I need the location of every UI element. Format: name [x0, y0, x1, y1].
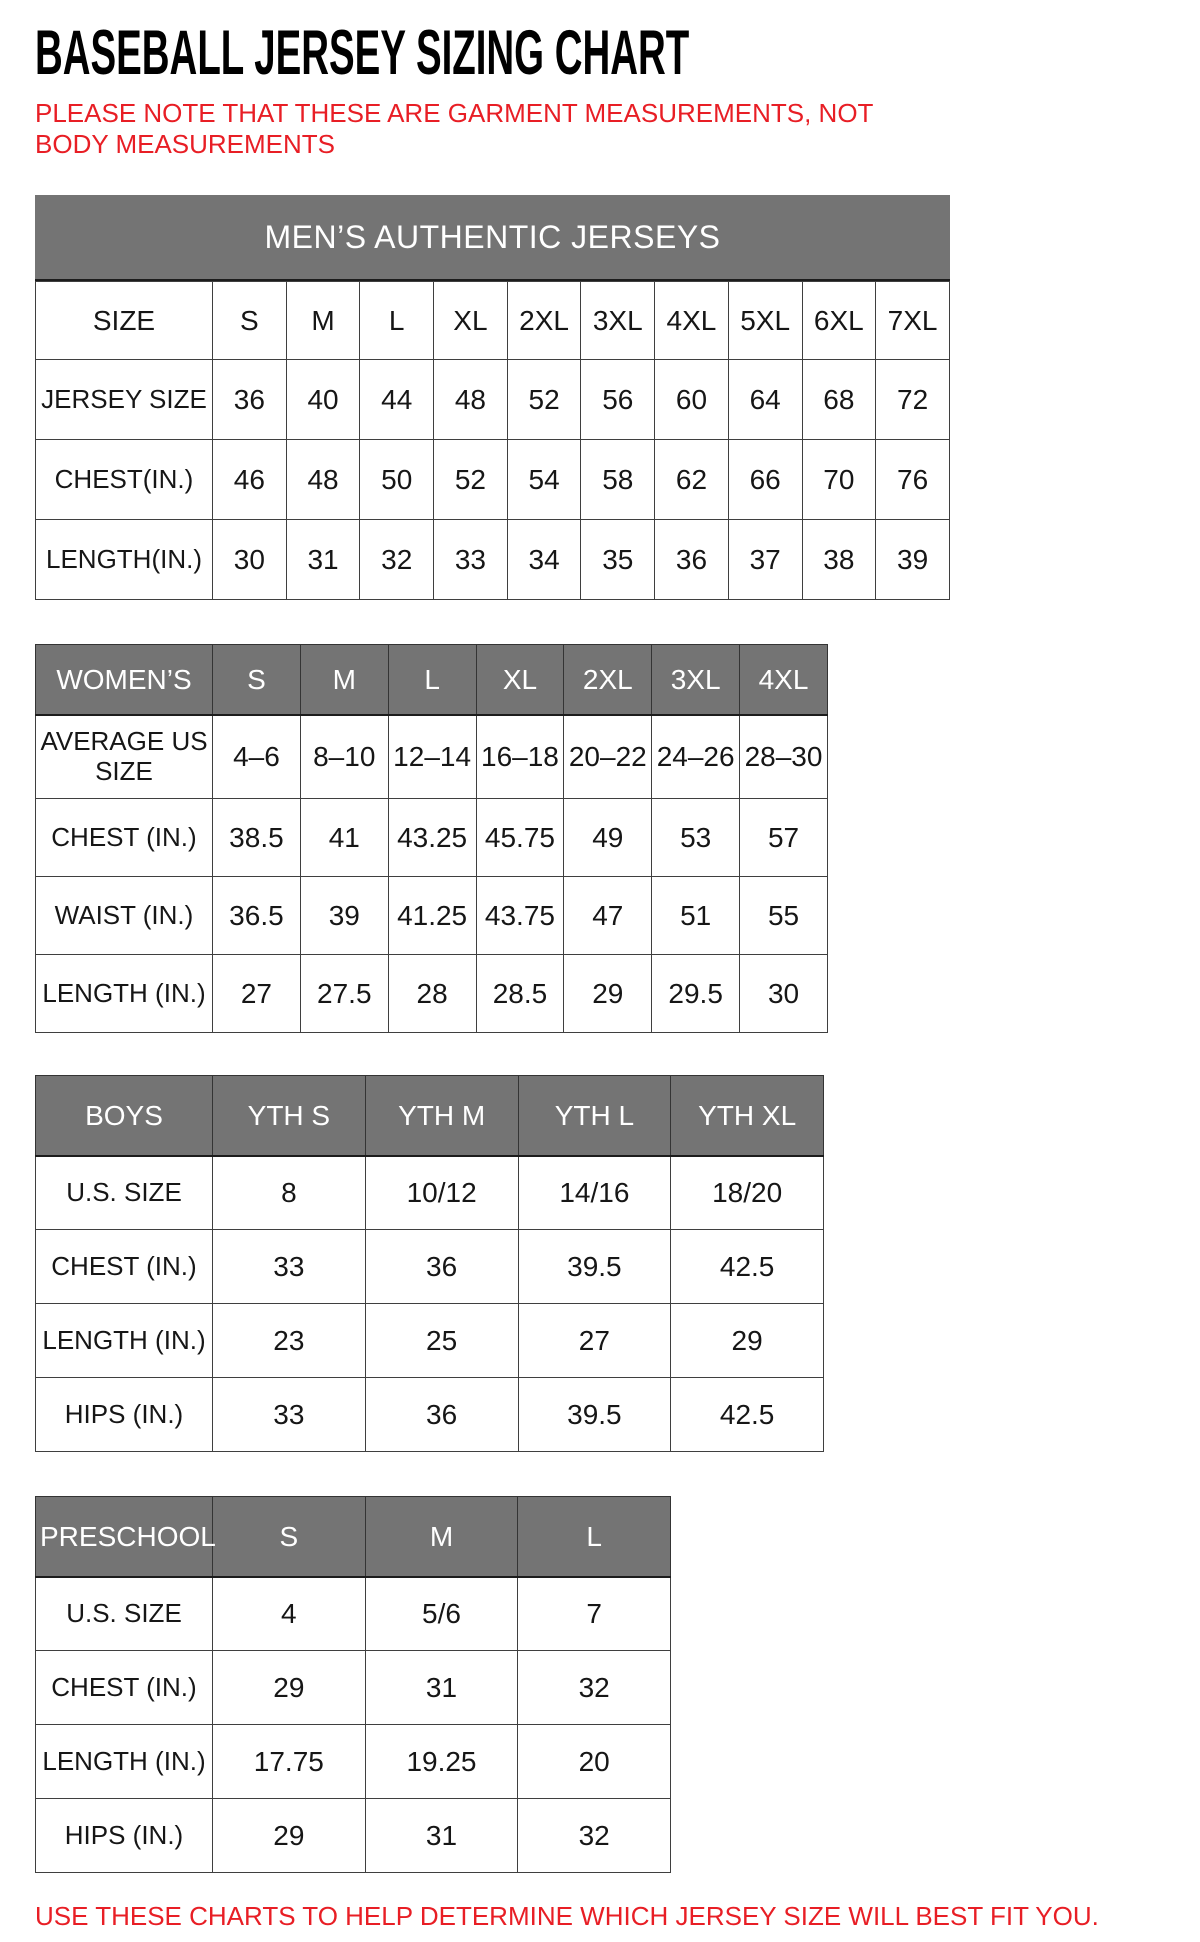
value-cell: 27 — [213, 955, 301, 1033]
row-label: CHEST (IN.) — [36, 1651, 213, 1725]
size-column-header: 3XL — [652, 645, 740, 715]
value-cell: 68 — [802, 360, 876, 440]
table-header-row — [36, 645, 828, 715]
row-label: HIPS (IN.) — [36, 1378, 213, 1452]
row-label: JERSEY SIZE — [36, 360, 213, 440]
row-label: LENGTH(IN.) — [36, 520, 213, 600]
value-cell: 41.25 — [388, 877, 476, 955]
table-row — [36, 1799, 671, 1873]
preschool-table — [35, 1496, 671, 1873]
value-cell: 29 — [564, 955, 652, 1033]
value-cell: 31 — [365, 1799, 518, 1873]
value-cell: 25 — [365, 1304, 518, 1378]
size-column-header: 3XL — [581, 282, 655, 360]
size-column-header: YTH XL — [671, 1076, 824, 1156]
row-label: U.S. SIZE — [36, 1156, 213, 1230]
value-cell: 46 — [213, 440, 287, 520]
value-cell: 60 — [655, 360, 729, 440]
value-cell: 43.25 — [388, 799, 476, 877]
value-cell: 36 — [655, 520, 729, 600]
womens-header-label: WOMEN’S — [36, 645, 213, 715]
table-row — [36, 1725, 671, 1799]
value-cell: 27.5 — [300, 955, 388, 1033]
value-cell: 33 — [213, 1378, 366, 1452]
value-cell: 48 — [286, 440, 360, 520]
size-column-header: 5XL — [728, 282, 802, 360]
row-label: CHEST (IN.) — [36, 799, 213, 877]
size-column-header: 2XL — [507, 282, 581, 360]
table-row — [36, 799, 828, 877]
value-cell: 56 — [581, 360, 655, 440]
size-column-header: YTH M — [365, 1076, 518, 1156]
size-column-header: YTH S — [213, 1076, 366, 1156]
table-header-row — [36, 282, 950, 360]
row-label: LENGTH (IN.) — [36, 1725, 213, 1799]
row-label: LENGTH (IN.) — [36, 1304, 213, 1378]
value-cell: 39.5 — [518, 1230, 671, 1304]
value-cell: 16–18 — [476, 715, 564, 799]
value-cell: 10/12 — [365, 1156, 518, 1230]
value-cell: 57 — [740, 799, 828, 877]
value-cell: 38.5 — [213, 799, 301, 877]
value-cell: 29 — [213, 1799, 366, 1873]
preschool-sizing-table — [35, 1496, 1200, 1873]
value-cell: 28–30 — [740, 715, 828, 799]
value-cell: 72 — [876, 360, 950, 440]
value-cell: 36 — [365, 1378, 518, 1452]
value-cell: 41 — [300, 799, 388, 877]
value-cell: 33 — [434, 520, 508, 600]
value-cell: 7 — [518, 1577, 671, 1651]
value-cell: 36 — [365, 1230, 518, 1304]
value-cell: 36 — [213, 360, 287, 440]
row-label: LENGTH (IN.) — [36, 955, 213, 1033]
value-cell: 42.5 — [671, 1230, 824, 1304]
size-column-header: L — [518, 1497, 671, 1577]
garment-measurement-note: PLEASE NOTE THAT THESE ARE GARMENT MEASUREMENTS, NOT BODY MEASUREMENTS — [35, 98, 873, 159]
value-cell: 29 — [671, 1304, 824, 1378]
mens-authentic-jerseys-table — [35, 195, 1200, 600]
value-cell: 55 — [740, 877, 828, 955]
row-label: WAIST (IN.) — [36, 877, 213, 955]
value-cell: 27 — [518, 1304, 671, 1378]
value-cell: 39 — [300, 877, 388, 955]
value-cell: 62 — [655, 440, 729, 520]
value-cell: 17.75 — [213, 1725, 366, 1799]
size-column-header: 4XL — [655, 282, 729, 360]
value-cell: 32 — [518, 1651, 671, 1725]
value-cell: 24–26 — [652, 715, 740, 799]
value-cell: 32 — [360, 520, 434, 600]
table-header-row — [36, 1076, 824, 1156]
value-cell: 52 — [434, 440, 508, 520]
table-row — [36, 440, 950, 520]
footer-note: USE THESE CHARTS TO HELP DETERMINE WHICH JERSEY SIZE WILL BEST FIT YOU. — [35, 1901, 1099, 1932]
value-cell: 58 — [581, 440, 655, 520]
row-label: HIPS (IN.) — [36, 1799, 213, 1873]
value-cell: 51 — [652, 877, 740, 955]
table-row — [36, 1230, 824, 1304]
value-cell: 76 — [876, 440, 950, 520]
value-cell: 54 — [507, 440, 581, 520]
value-cell: 8 — [213, 1156, 366, 1230]
preschool-header-label: PRESCHOOL — [36, 1497, 213, 1577]
size-column-header: XL — [476, 645, 564, 715]
size-column-header: YTH L — [518, 1076, 671, 1156]
value-cell: 45.75 — [476, 799, 564, 877]
table-row — [36, 1378, 824, 1452]
value-cell: 14/16 — [518, 1156, 671, 1230]
value-cell: 4 — [213, 1577, 366, 1651]
value-cell: 33 — [213, 1230, 366, 1304]
womens-sizing-table — [35, 644, 1200, 1033]
table-row — [36, 1156, 824, 1230]
value-cell: 38 — [802, 520, 876, 600]
value-cell: 30 — [740, 955, 828, 1033]
value-cell: 40 — [286, 360, 360, 440]
value-cell: 31 — [365, 1651, 518, 1725]
size-column-header: M — [365, 1497, 518, 1577]
value-cell: 36.5 — [213, 877, 301, 955]
value-cell: 42.5 — [671, 1378, 824, 1452]
value-cell: 20 — [518, 1725, 671, 1799]
value-cell: 50 — [360, 440, 434, 520]
size-column-header: L — [388, 645, 476, 715]
value-cell: 31 — [286, 520, 360, 600]
value-cell: 47 — [564, 877, 652, 955]
value-cell: 44 — [360, 360, 434, 440]
value-cell: 30 — [213, 520, 287, 600]
boys-header-label: BOYS — [36, 1076, 213, 1156]
value-cell: 49 — [564, 799, 652, 877]
value-cell: 66 — [728, 440, 802, 520]
mens-header-label: SIZE — [36, 282, 213, 360]
value-cell: 18/20 — [671, 1156, 824, 1230]
value-cell: 4–6 — [213, 715, 301, 799]
value-cell: 64 — [728, 360, 802, 440]
value-cell: 23 — [213, 1304, 366, 1378]
table-row — [36, 955, 828, 1033]
table-row — [36, 1651, 671, 1725]
boys-sizing-table — [35, 1075, 1200, 1452]
table-row — [36, 877, 828, 955]
value-cell: 20–22 — [564, 715, 652, 799]
table-row — [36, 360, 950, 440]
value-cell: 53 — [652, 799, 740, 877]
value-cell: 52 — [507, 360, 581, 440]
size-column-header: L — [360, 282, 434, 360]
row-label: U.S. SIZE — [36, 1577, 213, 1651]
value-cell: 39.5 — [518, 1378, 671, 1452]
table-row — [36, 1577, 671, 1651]
value-cell: 28 — [388, 955, 476, 1033]
value-cell: 29 — [213, 1651, 366, 1725]
size-column-header: 7XL — [876, 282, 950, 360]
size-column-header: S — [213, 1497, 366, 1577]
value-cell: 28.5 — [476, 955, 564, 1033]
table-row — [36, 1304, 824, 1378]
value-cell: 48 — [434, 360, 508, 440]
size-column-header: 6XL — [802, 282, 876, 360]
value-cell: 8–10 — [300, 715, 388, 799]
value-cell: 35 — [581, 520, 655, 600]
row-label: CHEST(IN.) — [36, 440, 213, 520]
mens-table-banner: MEN’S AUTHENTIC JERSEYS — [35, 195, 950, 281]
womens-table — [35, 644, 828, 1033]
size-column-header: XL — [434, 282, 508, 360]
value-cell: 34 — [507, 520, 581, 600]
size-column-header: 4XL — [740, 645, 828, 715]
size-column-header: 2XL — [564, 645, 652, 715]
value-cell: 12–14 — [388, 715, 476, 799]
row-label: AVERAGE US SIZE — [36, 715, 213, 799]
value-cell: 19.25 — [365, 1725, 518, 1799]
value-cell: 43.75 — [476, 877, 564, 955]
size-column-header: M — [300, 645, 388, 715]
row-label: CHEST (IN.) — [36, 1230, 213, 1304]
value-cell: 70 — [802, 440, 876, 520]
size-column-header: M — [286, 282, 360, 360]
table-row — [36, 520, 950, 600]
boys-table — [35, 1075, 824, 1452]
value-cell: 5/6 — [365, 1577, 518, 1651]
value-cell: 39 — [876, 520, 950, 600]
size-column-header: S — [213, 282, 287, 360]
mens-table — [35, 281, 950, 600]
value-cell: 29.5 — [652, 955, 740, 1033]
table-header-row — [36, 1497, 671, 1577]
page-title: BASEBALL JERSEY SIZING CHART — [35, 17, 690, 89]
value-cell: 32 — [518, 1799, 671, 1873]
size-column-header: S — [213, 645, 301, 715]
table-row — [36, 715, 828, 799]
value-cell: 37 — [728, 520, 802, 600]
